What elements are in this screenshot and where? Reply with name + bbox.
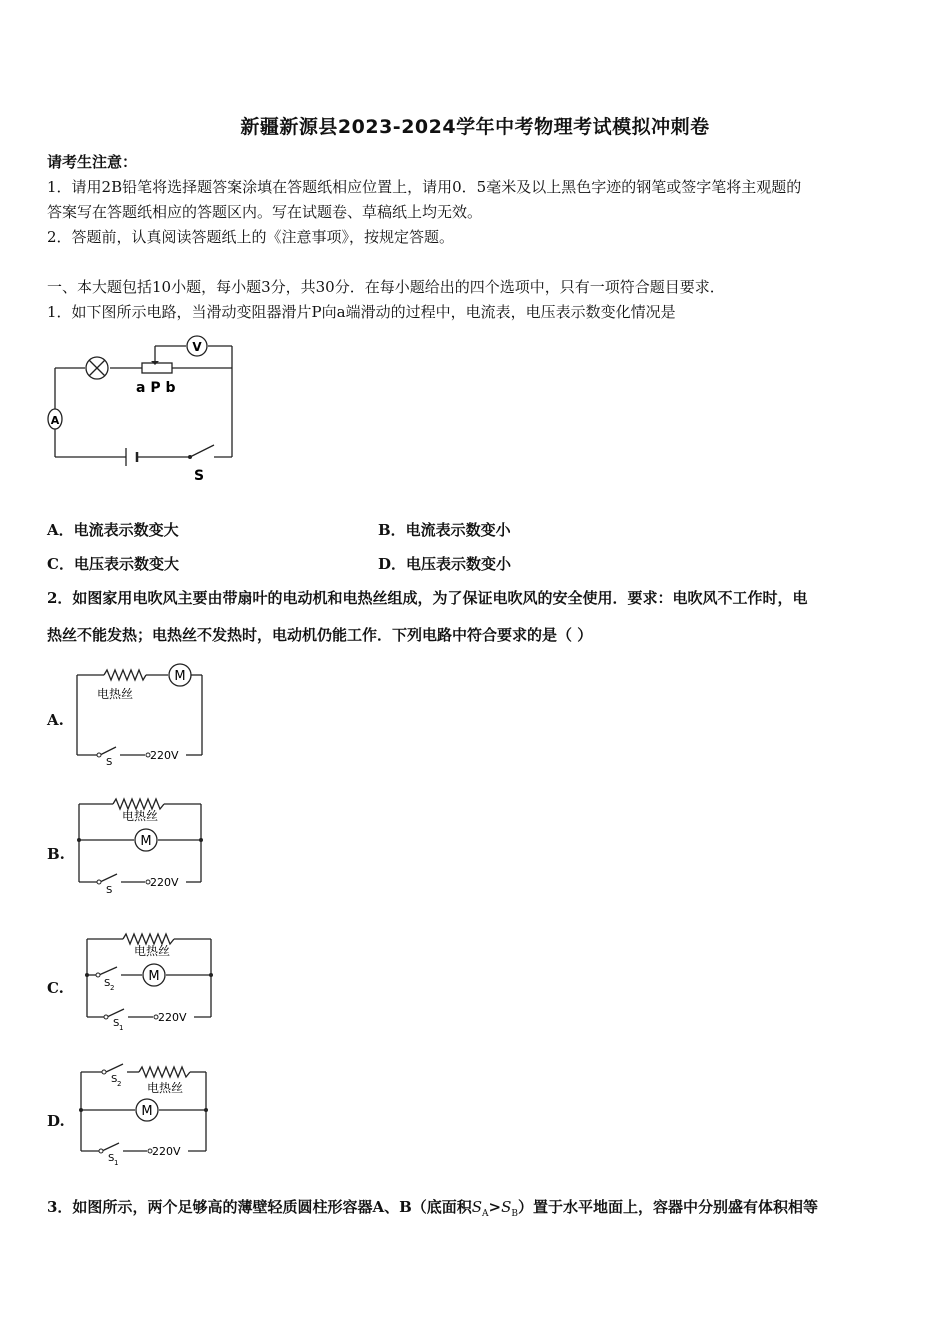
q1-option-b[interactable]: B．电流表示数变小 [378, 521, 511, 539]
q1-option-a[interactable]: A．电流表示数变大 [47, 521, 179, 539]
svg-text:2: 2 [117, 1080, 122, 1088]
heater-label: 电热丝 [97, 687, 134, 701]
q2-stem-line-2: 热丝不能发热；电热丝不发热时，电动机仍能工作．下列电路中符合要求的是（ ） [47, 626, 593, 644]
heater-label: 电热丝 [147, 1081, 184, 1095]
voltmeter-label: V [192, 340, 202, 354]
page-title: 新疆新源县2023-2024学年中考物理考试模拟冲刺卷 [240, 116, 710, 138]
svg-text:S: S [113, 1018, 120, 1029]
switch-terminal-icon [97, 753, 101, 757]
q2-option-a[interactable]: A. [47, 711, 64, 729]
voltage-label: 220V [150, 749, 179, 762]
q3-stem: 3．如图所示，两个足够高的薄壁轻质圆柱形容器A、B（底面积$S_A>S_B$）置于水平地面上，容器中分别盛有体积相等 [47, 1198, 819, 1219]
q1-option-c[interactable]: C．电压表示数变大 [47, 555, 179, 573]
q2-option-b[interactable]: B. [47, 845, 65, 863]
switch-label: S [194, 468, 205, 484]
svg-text:M: M [148, 969, 160, 984]
svg-text:S: S [111, 1074, 118, 1085]
section-heading: 一、本大题包括10小题，每小题3分，共30分．在每小题给出的四个选项中，只有一项符合题目要求． [47, 278, 725, 296]
svg-text:S: S [108, 1153, 115, 1164]
motor-label: M [174, 669, 186, 684]
q2-stem-line-1: 2．如图家用电吹风主要由带扇叶的电动机和电热丝组成，为了保证电吹风的安全使用．要求：电吹风不工作时，电 [47, 589, 808, 607]
q2-option-d[interactable]: D. [47, 1112, 65, 1130]
switch-label: S [106, 757, 113, 768]
rheostat-label: a P b [136, 380, 176, 396]
notice-heading: 请考生注意： [47, 153, 138, 171]
svg-text:M: M [141, 1104, 153, 1119]
svg-text:220V: 220V [150, 876, 179, 889]
notice-line-1a: 1．请用2B铅笔将选择题答案涂填在答题纸相应位置上，请用0．5毫米及以上黑色字迹的钢笔或签字笔将主观题的 [47, 178, 802, 196]
svg-text:1: 1 [119, 1024, 124, 1032]
svg-text:M: M [140, 834, 152, 849]
svg-text:2: 2 [110, 984, 115, 992]
q1-option-d[interactable]: D．电压表示数变小 [378, 555, 512, 573]
q1-stem: 1．如下图所示电路，当滑动变阻器滑片P向a端滑动的过程中，电流表，电压表示数变化情况是 [47, 303, 676, 321]
q2-option-c[interactable]: C. [47, 979, 64, 997]
svg-text:220V: 220V [152, 1145, 181, 1158]
notice-line-2: 2．答题前，认真阅读答题纸上的《注意事项》，按规定答题。 [47, 228, 455, 246]
heater-label: 电热丝 [134, 944, 171, 958]
svg-text:220V: 220V [158, 1011, 187, 1024]
heater-label: 电热丝 [122, 809, 159, 823]
ammeter-label: A [50, 414, 60, 427]
svg-text:S: S [104, 978, 111, 989]
svg-text:1: 1 [114, 1159, 119, 1167]
svg-text:S: S [106, 885, 113, 896]
notice-line-1b: 答案写在答题纸相应的答题区内。写在试题卷、草稿纸上均无效。 [47, 203, 483, 221]
